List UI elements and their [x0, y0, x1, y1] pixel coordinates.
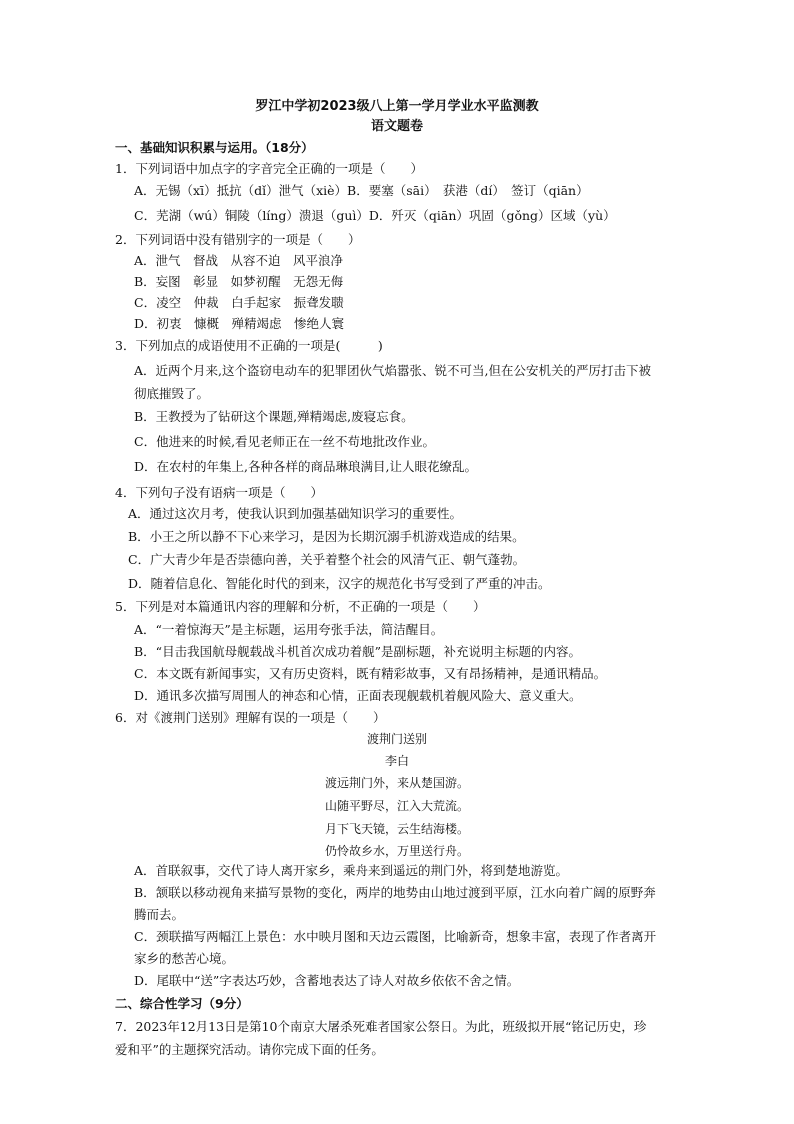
q6-option-b-line2: 腾而去。 — [134, 907, 185, 922]
exam-subtitle: 语文题卷 — [370, 119, 423, 134]
q4-option-a: A．通过这次月考，使我认识到加强基础知识学习的重要性。 — [128, 506, 463, 521]
q1-options-cd: C．芜湖（wú）铜陵（líng）溃退（guì）D．歼灭（qiān）巩固（gǒng）区域（yù） — [134, 208, 616, 223]
poem-line-1: 渡远荆门外，来从楚国游。 — [324, 776, 469, 790]
q2-option-a: A．泄气 督战 从容不迫 风平浪净 — [134, 253, 344, 268]
q6-option-c-line2: 家乡的愁苦心境。 — [134, 951, 235, 966]
exam-title: 罗江中学初2023级八上第一学月学业水平监测教 — [255, 99, 539, 114]
q3-option-b: B．王教授为了钻研这个课题,殚精竭虑,废寝忘食。 — [134, 409, 414, 424]
q6-option-a: A．首联叙事，交代了诗人离开家乡，乘舟来到遥远的荆门外，将到楚地游览。 — [134, 863, 569, 878]
q7-line1: 7．2023年12月13日是第10个南京大屠杀死难者国家公祭日。为此，班级拟开展“铭记历史，珍 — [115, 1019, 647, 1034]
q3-option-c: C．他进来的时候,看见老师正在一丝不苟地批改作业。 — [134, 434, 436, 449]
q5-stem: 5．下列是对本篇通讯内容的理解和分析，不正确的一项是（ ） — [115, 599, 486, 614]
q7-line2: 爱和平”的主题探究活动。请你完成下面的任务。 — [115, 1042, 384, 1057]
q2-option-d: D．初衷 慷概 殚精竭虑 惨绝人寰 — [134, 316, 345, 331]
poem-author: 李白 — [384, 754, 409, 768]
poem-line-3: 月下飞天镜，云生结海楼。 — [324, 822, 469, 836]
poem-title: 渡荆门送别 — [366, 732, 427, 746]
q5-option-b: B．“目击我国航母舰载战斗机首次成功着舰”是副标题，补充说明主标题的内容。 — [134, 644, 581, 659]
q2-stem: 2．下列词语中没有错别字的一项是（ ） — [115, 232, 361, 247]
q6-option-c-line1: C．颈联描写两幅江上景色：水中映月图和天边云霞图，比喻新奇，想象丰富，表现了作者离开 — [134, 929, 657, 944]
q3-option-d: D．在农村的年集上,各种各样的商品琳琅满目,让人眼花缭乱。 — [134, 459, 477, 474]
q4-stem: 4．下列句子没有语病一项是（ ） — [115, 485, 323, 500]
q5-option-a: A．“一着惊海天”是主标题，运用夸张手法，简洁醒目。 — [134, 622, 444, 637]
q3-stem: 3．下列加点的成语使用不正确的一项是( ) — [115, 338, 383, 353]
q4-option-d: D．随着信息化、智能化时代的到来，汉字的规范化书写受到了严重的冲击。 — [128, 576, 551, 591]
q4-option-c: C．广大青少年是否崇德向善，关乎着整个社会的风清气正、朝气蓬勃。 — [128, 552, 526, 567]
q3-option-a-line1: A．近两个月来,这个盗窃电动车的犯罪团伙气焰嚣张、锐不可当,但在公安机关的严厉打击下被 — [134, 363, 651, 378]
q6-option-b-line1: B．颔联以移动视角来描写景物的变化，两岸的地势由山地过渡到平原，江水向着广阔的原野奔 — [134, 885, 656, 900]
poem-line-4: 仍怜故乡水，万里送行舟。 — [324, 844, 469, 858]
q1-options-ab: A．无锡（xī）抵抗（dǐ）泄气（xiè）B．要塞（sāi） 获港（dí） 签订（qiān） — [134, 183, 589, 198]
q6-stem: 6．对《渡荆门送别》理解有误的一项是（ ） — [115, 710, 386, 725]
q2-option-b: B．妄图 彰显 如梦初醒 无怨无侮 — [134, 274, 344, 289]
poem-line-2: 山随平野尽，江入大荒流。 — [324, 799, 469, 813]
section-2-heading: 二、综合性学习（9分） — [115, 996, 249, 1011]
q3-option-a-line2: 彻底摧毁了。 — [134, 386, 210, 401]
q5-option-c: C．本文既有新闻事实，又有历史资料，既有精彩故事，又有昂扬精神，是通讯精品。 — [134, 666, 607, 681]
q6-option-d: D．尾联中“送”字表达巧妙，含蓄地表达了诗人对故乡依依不舍之情。 — [134, 973, 520, 988]
section-1-heading: 一、基础知识积累与运用。（18分） — [115, 140, 314, 155]
q1-stem: 1．下列词语中加点字的字音完全正确的一项是（ ） — [115, 161, 423, 176]
q5-option-d: D．通讯多次描写周围人的神态和心情，正面表现舰载机着舰风险大、意义重大。 — [134, 688, 582, 703]
q4-option-b: B．小王之所以静不下心来学习，是因为长期沉溺手机游戏造成的结果。 — [128, 529, 525, 544]
q2-option-c: C．凌空 仲裁 白手起家 振聋发聩 — [134, 295, 344, 310]
